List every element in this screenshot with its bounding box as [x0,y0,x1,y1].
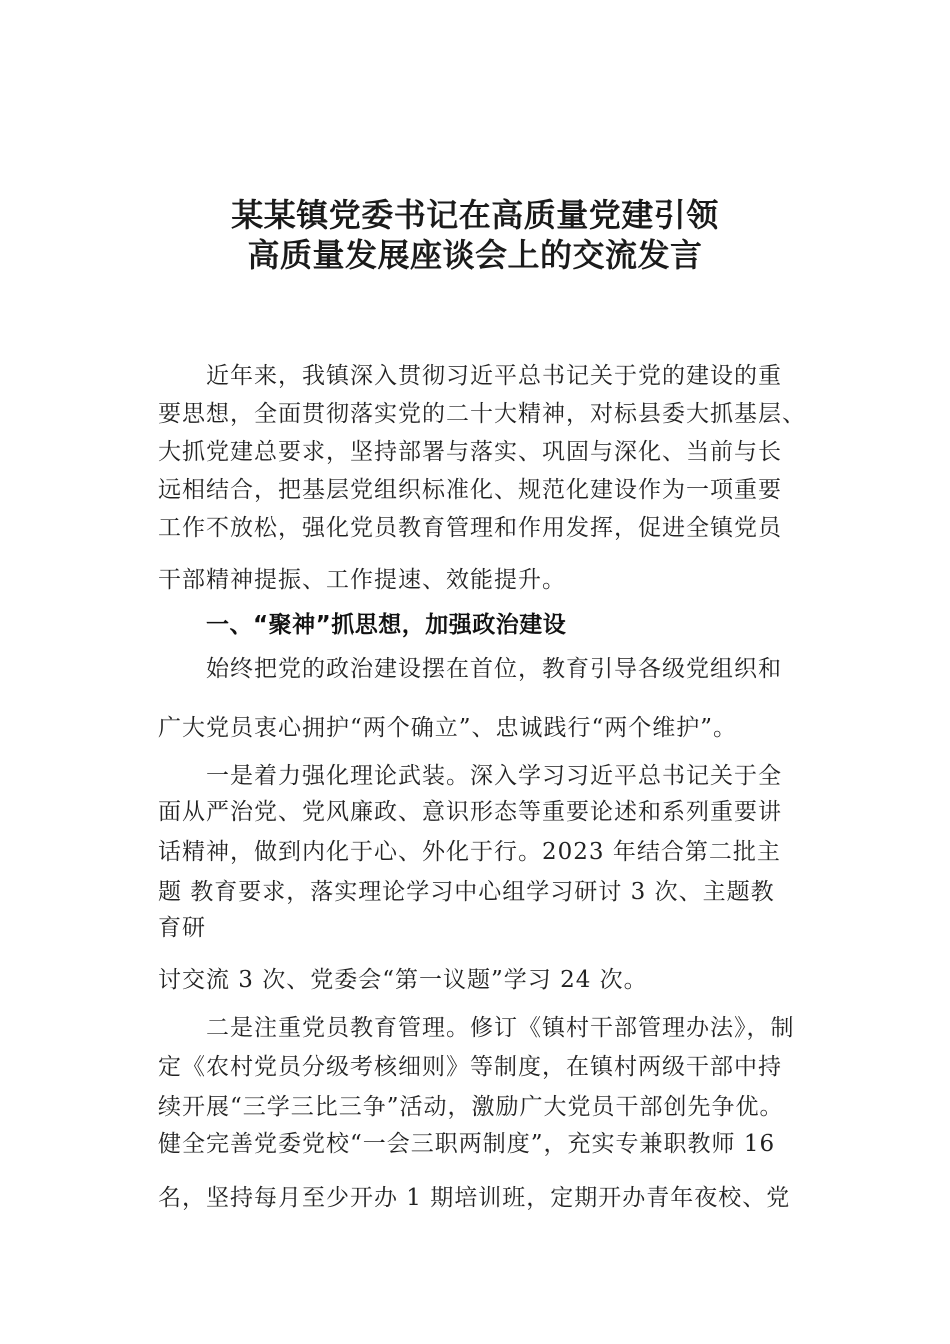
body-line: 名，坚持每月至少开办 1 期培训班，定期开办青年夜校、党 [158,1185,791,1211]
document-title-line-2: 高质量发展座谈会上的交流发言 [247,236,703,274]
body-line: 育研 [158,915,206,941]
body-line: 一是着力强化理论武装。深入学习习近平总书记关于全 [206,763,782,789]
body-line: 始终把党的政治建设摆在首位，教育引导各级党组织和 [206,656,782,682]
body-line: 干部精神提振、工作提速、效能提升。 [158,567,566,593]
body-line: 二是注重党员教育管理。修订《镇村干部管理办法》，制 [206,1015,795,1041]
body-line: 话精神，做到内化于心、外化于行。2023 年结合第二批主 [158,839,781,865]
body-line: 讨交流 3 次、党委会“第一议题”学习 24 次。 [158,967,648,993]
body-line: 续开展“三学三比三争”活动，激励广大党员干部创先争优。 [158,1094,784,1120]
body-line: 工作不放松，强化党员教育管理和作用发挥，促进全镇党员 [158,515,782,541]
section-heading: 一、“聚神”抓思想，加强政治建设 [206,612,567,638]
body-line: 大抓党建总要求，坚持部署与落实、巩固与深化、当前与长 [158,439,782,465]
body-line: 远相结合，把基层党组织标准化、规范化建设作为一项重要 [158,477,782,503]
document-title-line-1: 某某镇党委书记在高质量党建引领 [231,196,719,234]
body-line: 定《农村党员分级考核细则》等制度，在镇村两级干部中持 [158,1054,782,1080]
body-line: 广大党员衷心拥护“两个确立”、忠诚践行“两个维护”。 [158,715,738,741]
body-line: 要思想，全面贯彻落实党的二十大精神，对标县委大抓基层、 [158,401,806,427]
body-line: 近年来，我镇深入贯彻习近平总书记关于党的建设的重 [206,363,782,389]
body-line: 题 教育要求，落实理论学习中心组学习研讨 3 次、主题教 [158,879,775,905]
body-line: 健全完善党委党校“一会三职两制度”，充实专兼职教师 16 [158,1131,776,1157]
body-line: 面从严治党、党风廉政、意识形态等重要论述和系列重要讲 [158,799,782,825]
